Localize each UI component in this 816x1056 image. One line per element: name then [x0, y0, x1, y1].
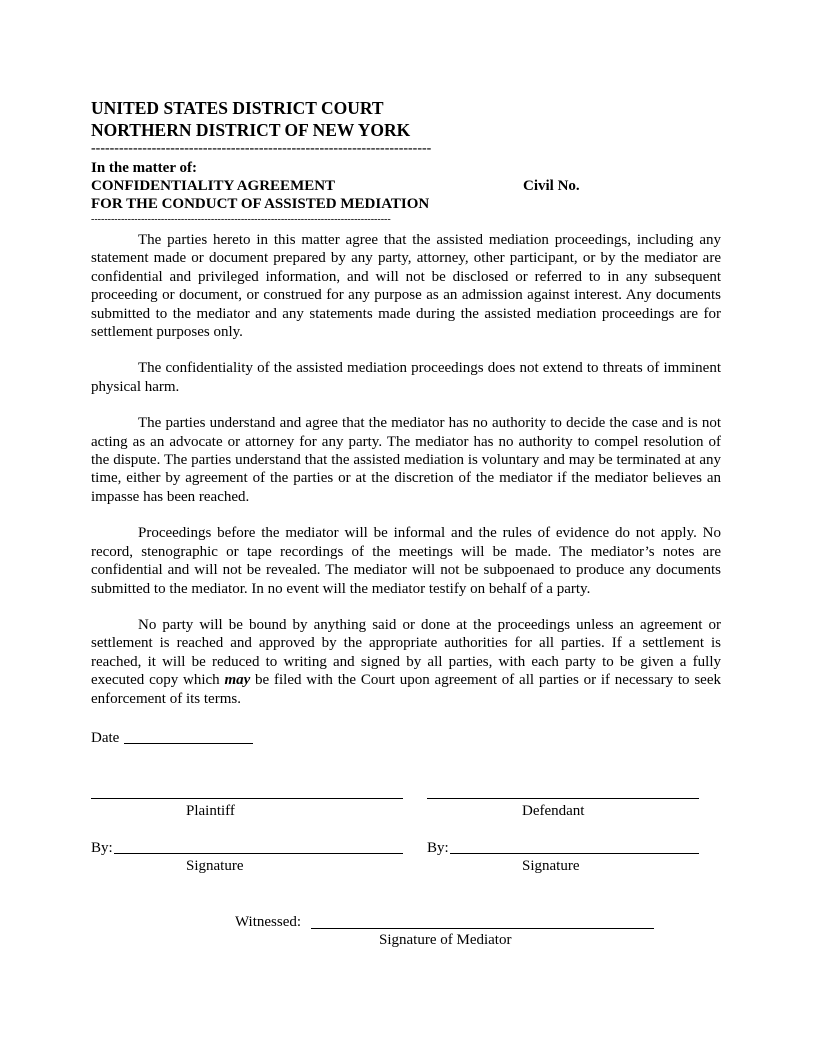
- court-name: UNITED STATES DISTRICT COURT: [91, 98, 384, 118]
- date-line[interactable]: [124, 743, 253, 744]
- agreement-title-line2: FOR THE CONDUCT OF ASSISTED MEDIATION: [91, 196, 430, 212]
- defendant-by-label: By:: [427, 840, 449, 856]
- paragraph-proceedings-rules: Proceedings before the mediator will be informal and the rules of evidence do not apply. No record, stenographic or tape recordings of the meetings will be made. The mediator’s notes are confidential and will not be revealed. The mediator will not be subpoenaed to produce any documents submitted to the mediator. In no event will the mediator testify on behalf of a party.: [91, 525, 721, 597]
- defendant-label: Defendant: [522, 803, 585, 819]
- plaintiff-by-label: By:: [91, 840, 113, 856]
- caption-separator: ------------------------------------------------------------------------------------------: [91, 214, 391, 225]
- witnessed-label: Witnessed:: [235, 914, 302, 930]
- matter-label: In the matter of:: [91, 160, 197, 176]
- paragraph-confidentiality: The parties hereto in this matter agree that the assisted mediation proceedings, including any statement made or document prepared by any party, attorney, other participant, or by the mediator are confidential and privileged information, and will not be disclosed or referred to in any subsequent proceeding or document, or construed for any purpose as an admission against interest. Any documents submitted to the mediator and any statements made during the assisted mediation proceedings are for settlement purposes only.: [91, 232, 721, 341]
- settlement-text-after: be filed with the Court upon agreement of all parties or if necessary to seek enforcement of its terms.: [91, 672, 721, 707]
- plaintiff-name-line[interactable]: [91, 798, 403, 799]
- civil-number-label: Civil No.: [523, 178, 580, 194]
- mediator-signature-line[interactable]: [311, 928, 654, 929]
- header-separator: -------------------------------------------------------------------------: [91, 141, 432, 156]
- mediator-signature-label: Signature of Mediator: [379, 932, 512, 948]
- court-heading: [91, 97, 410, 141]
- paragraph-mediator-authority: The parties understand and agree that the mediator has no authority to decide the case and is not acting as an advocate or attorney for any party. The mediator has no authority to compel resolution of the dispute. The parties understand that the assisted mediation is voluntary and may be terminated at any time, either by agreement of the parties or at the discretion of the mediator if the mediator believes an impasse has been reached.: [91, 415, 721, 505]
- defendant-name-line[interactable]: [427, 798, 699, 799]
- plaintiff-signature-line[interactable]: [114, 853, 403, 854]
- case-caption: [91, 159, 429, 213]
- plaintiff-signature-label: Signature: [186, 858, 244, 874]
- plaintiff-label: Plaintiff: [186, 803, 235, 819]
- agreement-body: [91, 231, 721, 726]
- paragraph-threats-exception: The confidentiality of the assisted mediation proceedings does not extend to threats of imminent physical harm.: [91, 360, 721, 395]
- district-name: NORTHERN DISTRICT OF NEW YORK: [91, 120, 411, 140]
- defendant-signature-label: Signature: [522, 858, 580, 874]
- settlement-text-before: No party will be bound by anything said or done at the proceedings unless an agreement or settlement is reached and approved by the appropriate authorities for all parties. If a settlement is reached, it will be reduced to writing and signed by all parties, with each party to be given a fully executed copy which: [91, 616, 721, 689]
- paragraph-settlement: [91, 616, 721, 708]
- agreement-title-line1: CONFIDENTIALITY AGREEMENT: [91, 178, 336, 194]
- defendant-signature-line[interactable]: [450, 853, 699, 854]
- date-label: Date: [91, 730, 120, 746]
- settlement-emphasis-may: may: [224, 672, 251, 689]
